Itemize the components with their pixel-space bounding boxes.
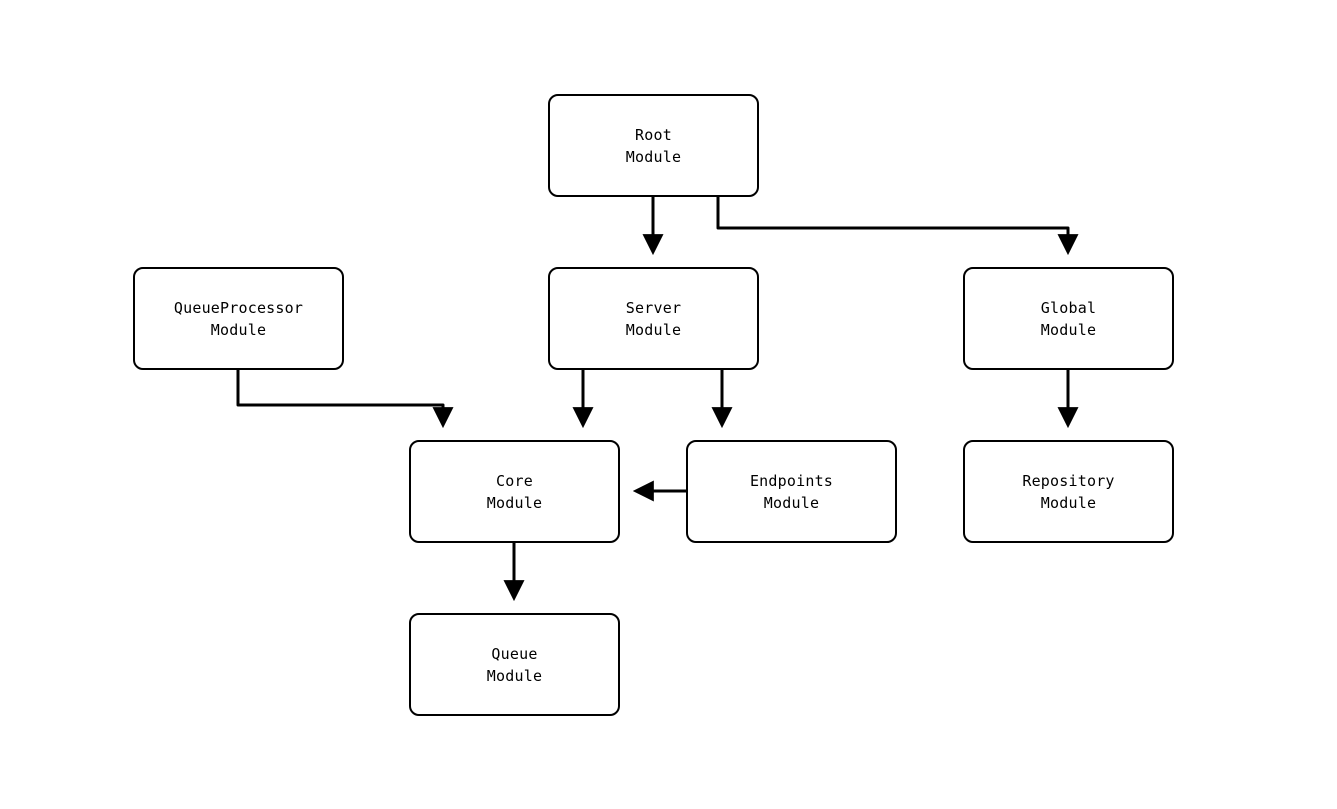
node-queueprocessor-module[interactable]: [133, 267, 344, 370]
node-label-line1: QueueProcessor: [173, 298, 304, 317]
node-label-line1: Core: [496, 471, 533, 490]
node-label-line1: Endpoints: [749, 471, 834, 490]
node-label-line1: Repository: [1022, 471, 1115, 490]
node-label-line1: Global: [1040, 298, 1097, 317]
node-label-line2: Module: [625, 147, 682, 166]
node-label-line1: Queue: [491, 644, 538, 663]
node-label-line1: Server: [625, 298, 682, 317]
node-queue-module[interactable]: [409, 613, 620, 716]
node-label-line2: Module: [1040, 320, 1097, 339]
node-endpoints-module[interactable]: [686, 440, 897, 543]
node-label-line2: Module: [486, 493, 543, 512]
node-label-line2: Module: [1040, 493, 1097, 512]
node-repository-module[interactable]: [963, 440, 1174, 543]
node-label-line2: Module: [486, 666, 543, 685]
node-label-line2: Module: [210, 320, 267, 339]
node-global-module[interactable]: [963, 267, 1174, 370]
node-core-module[interactable]: [409, 440, 620, 543]
edge-queueprocessor-to-core: [238, 370, 443, 425]
node-server-module[interactable]: [548, 267, 759, 370]
edge-root-to-global: [718, 197, 1068, 252]
node-label-line2: Module: [763, 493, 820, 512]
node-label-line2: Module: [625, 320, 682, 339]
node-label-line1: Root: [635, 125, 672, 144]
node-root-module[interactable]: [548, 94, 759, 197]
